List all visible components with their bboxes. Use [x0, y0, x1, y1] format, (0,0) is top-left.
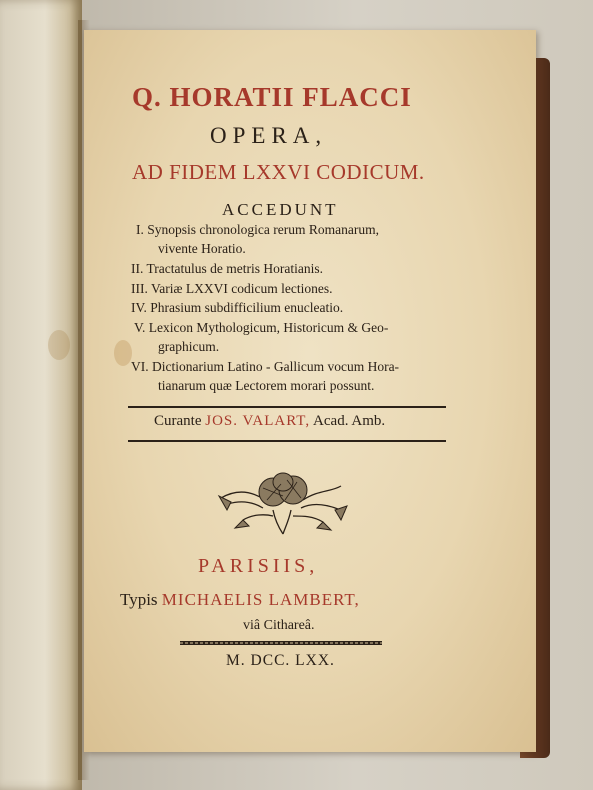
title-author: Q. HORATII FLACCI [132, 82, 412, 112]
contents-item-1: I. Synopsis chronologica rerum Romanarum, [136, 222, 379, 237]
editor-name: JOS. VALART, [205, 413, 311, 429]
contents-item-3: III. Variæ LXXVI codicum lectiones. [131, 281, 333, 296]
flower-vignette-icon [213, 470, 353, 538]
title-opera: OPERA, [210, 123, 328, 148]
imprint-year: M. DCC. LXX. [226, 652, 335, 669]
divider-bottom [128, 440, 446, 442]
ornament-rule-icon [180, 638, 382, 648]
editor-line: Curante JOS. VALART, Acad. Amb. [154, 413, 386, 429]
divider-top [128, 406, 446, 408]
left-endpaper [0, 0, 82, 790]
contents-item-2: II. Tractatulus de metris Horatianis. [131, 261, 323, 276]
imprint-printer-line: Typis MICHAELIS LAMBERT, [120, 590, 360, 609]
accedunt-heading: ACCEDUNT [222, 200, 339, 219]
imprint-city: PARISIIS, [198, 555, 319, 577]
contents-item-5-cont: graphicum. [158, 339, 220, 354]
contents-item-6: VI. Dictionarium Latino - Gallicum vocum Hora- [131, 359, 400, 374]
imprint-street: viâ Cithareâ. [243, 618, 315, 633]
title-subtitle: AD FIDEM LXXVI CODICUM. [132, 160, 425, 184]
contents-item-6-cont: tianarum quæ Lectorem morari possunt. [158, 378, 375, 393]
printer-name: MICHAELIS LAMBERT, [161, 590, 360, 609]
contents-item-1-cont: vivente Horatio. [158, 241, 246, 256]
contents-item-4: IV. Phrasium subdifficilium enucleatio. [131, 300, 344, 315]
contents-item-5: V. Lexicon Mythologicum, Historicum & Geo- [134, 320, 389, 335]
